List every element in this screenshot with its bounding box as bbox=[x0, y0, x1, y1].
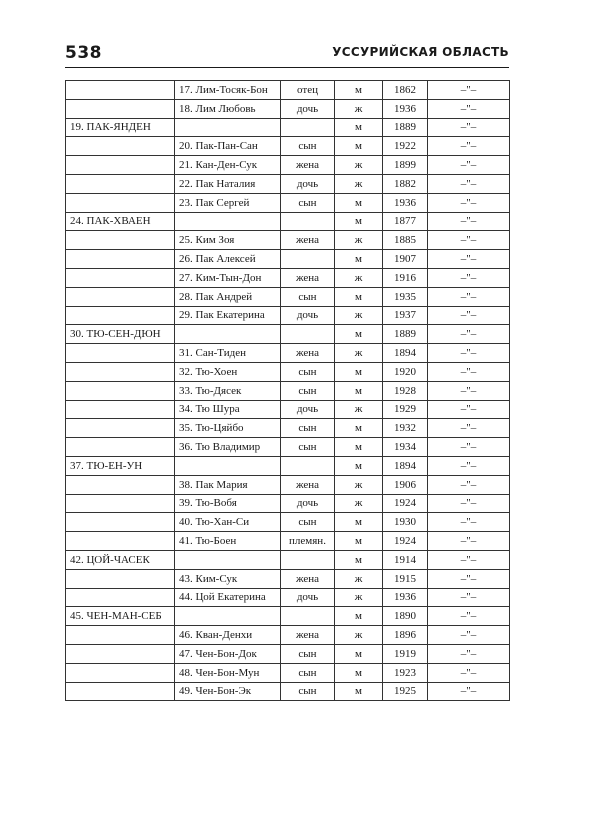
table-row bbox=[66, 268, 510, 287]
ditto-mark-cell: –"– bbox=[428, 137, 510, 156]
relation-cell: сын bbox=[281, 682, 335, 701]
table-row bbox=[66, 494, 510, 513]
sex-cell: м bbox=[335, 513, 383, 532]
household-head-cell bbox=[66, 156, 175, 175]
member-name-cell: 31. Сан-Тиден bbox=[175, 344, 281, 363]
sex-cell: ж bbox=[335, 569, 383, 588]
sex-cell: ж bbox=[335, 174, 383, 193]
household-head-cell bbox=[66, 137, 175, 156]
birth-year-cell: 1894 bbox=[383, 456, 428, 475]
member-name-cell: 38. Пак Мария bbox=[175, 475, 281, 494]
member-name-cell: 28. Пак Андрей bbox=[175, 287, 281, 306]
ditto-mark-cell: –"– bbox=[428, 306, 510, 325]
birth-year-cell: 1882 bbox=[383, 174, 428, 193]
ditto-mark-cell: –"– bbox=[428, 362, 510, 381]
relation-cell bbox=[281, 118, 335, 137]
sex-cell: ж bbox=[335, 494, 383, 513]
ditto-mark-cell: –"– bbox=[428, 250, 510, 269]
ditto-mark-cell: –"– bbox=[428, 550, 510, 569]
birth-year-cell: 1899 bbox=[383, 156, 428, 175]
member-name-cell bbox=[175, 550, 281, 569]
birth-year-cell: 1936 bbox=[383, 588, 428, 607]
table-row bbox=[66, 644, 510, 663]
sex-cell: м bbox=[335, 532, 383, 551]
sex-cell: м bbox=[335, 663, 383, 682]
member-name-cell: 25. Ким Зоя bbox=[175, 231, 281, 250]
table-row bbox=[66, 174, 510, 193]
sex-cell: м bbox=[335, 607, 383, 626]
sex-cell: ж bbox=[335, 231, 383, 250]
relation-cell: дочь bbox=[281, 174, 335, 193]
table-row bbox=[66, 569, 510, 588]
household-head-cell bbox=[66, 174, 175, 193]
household-head-cell bbox=[66, 438, 175, 457]
ditto-mark-cell: –"– bbox=[428, 193, 510, 212]
member-name-cell: 26. Пак Алексей bbox=[175, 250, 281, 269]
relation-cell: жена bbox=[281, 231, 335, 250]
table-row bbox=[66, 344, 510, 363]
relation-cell: дочь bbox=[281, 306, 335, 325]
table-row bbox=[66, 231, 510, 250]
sex-cell: м bbox=[335, 287, 383, 306]
ditto-mark-cell: –"– bbox=[428, 344, 510, 363]
table-row bbox=[66, 626, 510, 645]
birth-year-cell: 1877 bbox=[383, 212, 428, 231]
table-row bbox=[66, 156, 510, 175]
relation-cell: племян. bbox=[281, 532, 335, 551]
ditto-mark-cell: –"– bbox=[428, 419, 510, 438]
sex-cell: м bbox=[335, 456, 383, 475]
household-head-cell bbox=[66, 287, 175, 306]
ditto-mark-cell: –"– bbox=[428, 475, 510, 494]
relation-cell: дочь bbox=[281, 99, 335, 118]
relation-cell: жена bbox=[281, 626, 335, 645]
ditto-mark-cell: –"– bbox=[428, 588, 510, 607]
header-rule bbox=[65, 67, 509, 68]
household-head-cell bbox=[66, 400, 175, 419]
sex-cell: ж bbox=[335, 475, 383, 494]
page-number: 538 bbox=[65, 43, 102, 63]
member-name-cell: 21. Кан-Ден-Сук bbox=[175, 156, 281, 175]
relation-cell bbox=[281, 607, 335, 626]
birth-year-cell: 1914 bbox=[383, 550, 428, 569]
ditto-mark-cell: –"– bbox=[428, 532, 510, 551]
table-row bbox=[66, 118, 510, 137]
birth-year-cell: 1919 bbox=[383, 644, 428, 663]
household-head-cell bbox=[66, 475, 175, 494]
relation-cell: сын bbox=[281, 438, 335, 457]
household-head-cell bbox=[66, 588, 175, 607]
sex-cell: ж bbox=[335, 156, 383, 175]
sex-cell: ж bbox=[335, 400, 383, 419]
birth-year-cell: 1889 bbox=[383, 325, 428, 344]
member-name-cell: 20. Пак-Пан-Сан bbox=[175, 137, 281, 156]
relation-cell: сын bbox=[281, 362, 335, 381]
birth-year-cell: 1885 bbox=[383, 231, 428, 250]
ditto-mark-cell: –"– bbox=[428, 494, 510, 513]
sex-cell: ж bbox=[335, 306, 383, 325]
household-head-cell bbox=[66, 682, 175, 701]
household-head-cell: 19. ПАК-ЯНДЕН bbox=[66, 118, 175, 137]
ditto-mark-cell: –"– bbox=[428, 607, 510, 626]
birth-year-cell: 1934 bbox=[383, 438, 428, 457]
relation-cell: дочь bbox=[281, 588, 335, 607]
relation-cell: сын bbox=[281, 193, 335, 212]
sex-cell: м bbox=[335, 137, 383, 156]
table-row bbox=[66, 419, 510, 438]
member-name-cell bbox=[175, 607, 281, 626]
household-head-cell: 45. ЧЕН-МАН-СЕБ bbox=[66, 607, 175, 626]
relation-cell bbox=[281, 212, 335, 231]
table-row bbox=[66, 381, 510, 400]
ditto-mark-cell: –"– bbox=[428, 118, 510, 137]
relation-cell: сын bbox=[281, 137, 335, 156]
household-head-cell bbox=[66, 362, 175, 381]
ditto-mark-cell: –"– bbox=[428, 663, 510, 682]
household-head-cell bbox=[66, 306, 175, 325]
table-row bbox=[66, 137, 510, 156]
ditto-mark-cell: –"– bbox=[428, 81, 510, 100]
sex-cell: м bbox=[335, 644, 383, 663]
member-name-cell: 35. Тю-Цяйбо bbox=[175, 419, 281, 438]
member-name-cell: 43. Ким-Сук bbox=[175, 569, 281, 588]
household-head-cell: 37. ТЮ-ЕН-УН bbox=[66, 456, 175, 475]
census-table-body bbox=[66, 81, 510, 701]
birth-year-cell: 1862 bbox=[383, 81, 428, 100]
relation-cell bbox=[281, 456, 335, 475]
table-row bbox=[66, 550, 510, 569]
birth-year-cell: 1924 bbox=[383, 532, 428, 551]
birth-year-cell: 1925 bbox=[383, 682, 428, 701]
table-row bbox=[66, 588, 510, 607]
relation-cell: дочь bbox=[281, 400, 335, 419]
member-name-cell: 49. Чен-Бон-Эк bbox=[175, 682, 281, 701]
member-name-cell: 27. Ким-Тын-Дон bbox=[175, 268, 281, 287]
household-head-cell: 24. ПАК-ХВАЕН bbox=[66, 212, 175, 231]
member-name-cell: 40. Тю-Хан-Си bbox=[175, 513, 281, 532]
birth-year-cell: 1936 bbox=[383, 99, 428, 118]
household-head-cell bbox=[66, 81, 175, 100]
member-name-cell: 41. Тю-Боен bbox=[175, 532, 281, 551]
ditto-mark-cell: –"– bbox=[428, 268, 510, 287]
sex-cell: м bbox=[335, 550, 383, 569]
ditto-mark-cell: –"– bbox=[428, 569, 510, 588]
member-name-cell bbox=[175, 118, 281, 137]
table-row bbox=[66, 663, 510, 682]
birth-year-cell: 1923 bbox=[383, 663, 428, 682]
table-row bbox=[66, 287, 510, 306]
sex-cell: м bbox=[335, 118, 383, 137]
sex-cell: м bbox=[335, 81, 383, 100]
household-head-cell bbox=[66, 644, 175, 663]
birth-year-cell: 1907 bbox=[383, 250, 428, 269]
table-row bbox=[66, 362, 510, 381]
ditto-mark-cell: –"– bbox=[428, 626, 510, 645]
birth-year-cell: 1889 bbox=[383, 118, 428, 137]
table-row bbox=[66, 438, 510, 457]
member-name-cell bbox=[175, 325, 281, 344]
birth-year-cell: 1915 bbox=[383, 569, 428, 588]
ditto-mark-cell: –"– bbox=[428, 438, 510, 457]
ditto-mark-cell: –"– bbox=[428, 156, 510, 175]
household-head-cell bbox=[66, 268, 175, 287]
member-name-cell: 46. Кван-Денхи bbox=[175, 626, 281, 645]
sex-cell: м bbox=[335, 438, 383, 457]
sex-cell: ж bbox=[335, 626, 383, 645]
sex-cell: м bbox=[335, 381, 383, 400]
relation-cell: сын bbox=[281, 644, 335, 663]
sex-cell: ж bbox=[335, 268, 383, 287]
household-head-cell bbox=[66, 626, 175, 645]
member-name-cell: 29. Пак Екатерина bbox=[175, 306, 281, 325]
household-head-cell bbox=[66, 344, 175, 363]
table-row bbox=[66, 607, 510, 626]
birth-year-cell: 1894 bbox=[383, 344, 428, 363]
birth-year-cell: 1906 bbox=[383, 475, 428, 494]
sex-cell: ж bbox=[335, 344, 383, 363]
ditto-mark-cell: –"– bbox=[428, 644, 510, 663]
ditto-mark-cell: –"– bbox=[428, 287, 510, 306]
household-head-cell bbox=[66, 193, 175, 212]
relation-cell: сын bbox=[281, 287, 335, 306]
table-row bbox=[66, 81, 510, 100]
birth-year-cell: 1936 bbox=[383, 193, 428, 212]
sex-cell: м bbox=[335, 325, 383, 344]
table-row bbox=[66, 250, 510, 269]
ditto-mark-cell: –"– bbox=[428, 513, 510, 532]
relation-cell bbox=[281, 250, 335, 269]
member-name-cell: 33. Тю-Дясек bbox=[175, 381, 281, 400]
birth-year-cell: 1928 bbox=[383, 381, 428, 400]
member-name-cell: 18. Лим Любовь bbox=[175, 99, 281, 118]
ditto-mark-cell: –"– bbox=[428, 231, 510, 250]
table-row bbox=[66, 513, 510, 532]
birth-year-cell: 1932 bbox=[383, 419, 428, 438]
table-row bbox=[66, 193, 510, 212]
member-name-cell: 47. Чен-Бон-Док bbox=[175, 644, 281, 663]
table-row bbox=[66, 99, 510, 118]
member-name-cell: 23. Пак Сергей bbox=[175, 193, 281, 212]
sex-cell: ж bbox=[335, 99, 383, 118]
relation-cell bbox=[281, 550, 335, 569]
sex-cell: м bbox=[335, 419, 383, 438]
relation-cell: жена bbox=[281, 569, 335, 588]
table-row bbox=[66, 456, 510, 475]
table-row bbox=[66, 532, 510, 551]
birth-year-cell: 1937 bbox=[383, 306, 428, 325]
table-row bbox=[66, 682, 510, 701]
member-name-cell bbox=[175, 456, 281, 475]
household-head-cell bbox=[66, 513, 175, 532]
sex-cell: м bbox=[335, 682, 383, 701]
table-row bbox=[66, 325, 510, 344]
table-row bbox=[66, 212, 510, 231]
member-name-cell: 32. Тю-Хоен bbox=[175, 362, 281, 381]
member-name-cell: 36. Тю Владимир bbox=[175, 438, 281, 457]
sex-cell: м bbox=[335, 193, 383, 212]
household-head-cell bbox=[66, 532, 175, 551]
birth-year-cell: 1916 bbox=[383, 268, 428, 287]
census-table bbox=[65, 80, 510, 701]
ditto-mark-cell: –"– bbox=[428, 99, 510, 118]
birth-year-cell: 1924 bbox=[383, 494, 428, 513]
relation-cell: сын bbox=[281, 381, 335, 400]
sex-cell: м bbox=[335, 212, 383, 231]
running-title: УССУРИЙСКАЯ ОБЛАСТЬ bbox=[332, 45, 509, 59]
ditto-mark-cell: –"– bbox=[428, 400, 510, 419]
birth-year-cell: 1929 bbox=[383, 400, 428, 419]
relation-cell: сын bbox=[281, 419, 335, 438]
relation-cell: жена bbox=[281, 344, 335, 363]
household-head-cell bbox=[66, 494, 175, 513]
member-name-cell: 17. Лим-Тосяк-Бон bbox=[175, 81, 281, 100]
household-head-cell bbox=[66, 99, 175, 118]
ditto-mark-cell: –"– bbox=[428, 682, 510, 701]
member-name-cell: 22. Пак Наталия bbox=[175, 174, 281, 193]
relation-cell: жена bbox=[281, 475, 335, 494]
relation-cell: сын bbox=[281, 663, 335, 682]
sex-cell: м bbox=[335, 362, 383, 381]
member-name-cell: 44. Цой Екатерина bbox=[175, 588, 281, 607]
member-name-cell: 48. Чен-Бон-Мун bbox=[175, 663, 281, 682]
relation-cell bbox=[281, 325, 335, 344]
ditto-mark-cell: –"– bbox=[428, 174, 510, 193]
birth-year-cell: 1920 bbox=[383, 362, 428, 381]
household-head-cell bbox=[66, 663, 175, 682]
household-head-cell bbox=[66, 250, 175, 269]
household-head-cell: 42. ЦОЙ-ЧАСЕК bbox=[66, 550, 175, 569]
table-row bbox=[66, 306, 510, 325]
birth-year-cell: 1935 bbox=[383, 287, 428, 306]
sex-cell: ж bbox=[335, 588, 383, 607]
household-head-cell: 30. ТЮ-СЕН-ДЮН bbox=[66, 325, 175, 344]
ditto-mark-cell: –"– bbox=[428, 212, 510, 231]
member-name-cell: 34. Тю Шура bbox=[175, 400, 281, 419]
relation-cell: сын bbox=[281, 513, 335, 532]
relation-cell: жена bbox=[281, 268, 335, 287]
household-head-cell bbox=[66, 381, 175, 400]
household-head-cell bbox=[66, 231, 175, 250]
member-name-cell bbox=[175, 212, 281, 231]
relation-cell: жена bbox=[281, 156, 335, 175]
relation-cell: дочь bbox=[281, 494, 335, 513]
ditto-mark-cell: –"– bbox=[428, 456, 510, 475]
member-name-cell: 39. Тю-Вобя bbox=[175, 494, 281, 513]
birth-year-cell: 1930 bbox=[383, 513, 428, 532]
sex-cell: м bbox=[335, 250, 383, 269]
table-row bbox=[66, 475, 510, 494]
household-head-cell bbox=[66, 569, 175, 588]
birth-year-cell: 1890 bbox=[383, 607, 428, 626]
table-row bbox=[66, 400, 510, 419]
birth-year-cell: 1922 bbox=[383, 137, 428, 156]
ditto-mark-cell: –"– bbox=[428, 381, 510, 400]
birth-year-cell: 1896 bbox=[383, 626, 428, 645]
relation-cell: отец bbox=[281, 81, 335, 100]
ditto-mark-cell: –"– bbox=[428, 325, 510, 344]
household-head-cell bbox=[66, 419, 175, 438]
